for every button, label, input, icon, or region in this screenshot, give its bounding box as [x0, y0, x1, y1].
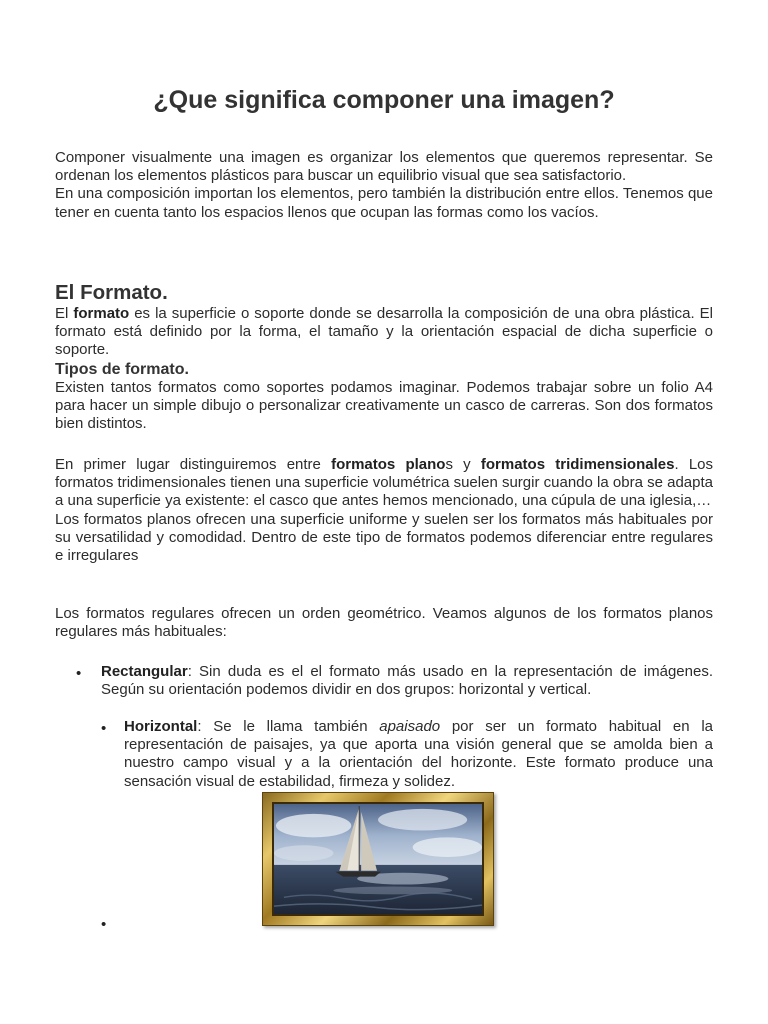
list-item-rectangular — [101, 663, 713, 699]
bold-run: Rectangular — [101, 663, 188, 680]
list-item-horizontal — [124, 718, 713, 791]
tipos-heading: Tipos de formato. — [55, 360, 189, 378]
intro-section — [55, 149, 713, 222]
text-run: por ser un formato habitual en la representación de paisajes, ya que aporta una visión general que se amolda bien a nuestro campo visual y a la orientación del horizonte. Este formato produce una sensación visual de estabilidad, firmeza y solidez. — [124, 718, 713, 790]
bold-run: formatos plano — [331, 456, 446, 473]
italic-run: apaisado — [379, 718, 441, 735]
list-bullet: • — [101, 720, 107, 737]
tipos-paragraph-3: Los formatos planos ofrecen una superficie uniforme y suelen ser los formatos más habituales por su versatilidad y comodidad. Dentro de este tipo de formatos podemos diferenciar entre regulares e irregulares — [55, 510, 713, 565]
regulares-section — [55, 605, 713, 641]
tipos-paragraph-1: Existen tantos formatos como soportes podamos imaginar. Podemos trabajar sobre un folio A4 para hacer un simple dibujo o personalizar creativamente un casco de carreras. Son dos formatos bien distintos. — [55, 378, 713, 433]
tipos-section — [55, 456, 713, 565]
text-run: : Se le llama también — [197, 718, 380, 735]
text-run: El — [55, 305, 74, 322]
list-bullet: • — [76, 665, 82, 682]
page-title: ¿Que significa componer una imagen? — [153, 86, 615, 114]
intro-paragraph-1: Componer visualmente una imagen es organizar los elementos que queremos representar. Se ordenan los elementos plásticos para buscar un equilibrio visual que sea satisfactorio. — [55, 149, 713, 185]
intro-paragraph-2: En una composición importan los elementos, pero también la distribución entre ellos. Tenemos que tener en cuenta tanto los espacios llenos que ocupan las formas como los vacíos. — [55, 185, 713, 221]
tipos-paragraph-4: Los formatos regulares ofrecen un orden geométrico. Veamos algunos de los formatos planos regulares más habituales: — [55, 605, 713, 641]
bold-run: Horizontal — [124, 718, 198, 735]
text-run: es la superficie o soporte donde se desarrolla la composición de una obra plástica. El formato está definido por la forma, el tamaño y la orientación espacial de dicha superficie o soporte. — [55, 305, 713, 359]
formato-paragraph — [55, 305, 713, 360]
list-bullet-empty: • — [101, 916, 107, 933]
painting-canvas — [272, 802, 484, 916]
text-run: En primer lugar distinguiremos entre — [55, 456, 332, 473]
framed-sailboat-painting — [262, 792, 494, 926]
formato-section — [55, 281, 713, 433]
text-run: : Sin duda es el el formato más usado en la representación de imágenes. Según su orientación podemos dividir en dos grupos: horizontal y vertical. — [101, 663, 713, 699]
bold-run: formato — [73, 305, 130, 322]
text-run: s y — [445, 456, 481, 473]
sailboat-seascape-image — [274, 804, 482, 914]
formato-heading: El Formato. — [55, 281, 168, 304]
text-run: . Los formatos tridimensionales tienen una superficie volumétrica suelen surgir cuando la obra se adapta a una superficie ya existente: el casco que antes hemos mencionado, una cúpula de una iglesia,… — [55, 456, 714, 510]
bold-run: formatos tridimensionales — [480, 456, 675, 473]
tipos-paragraph-2 — [55, 456, 713, 511]
